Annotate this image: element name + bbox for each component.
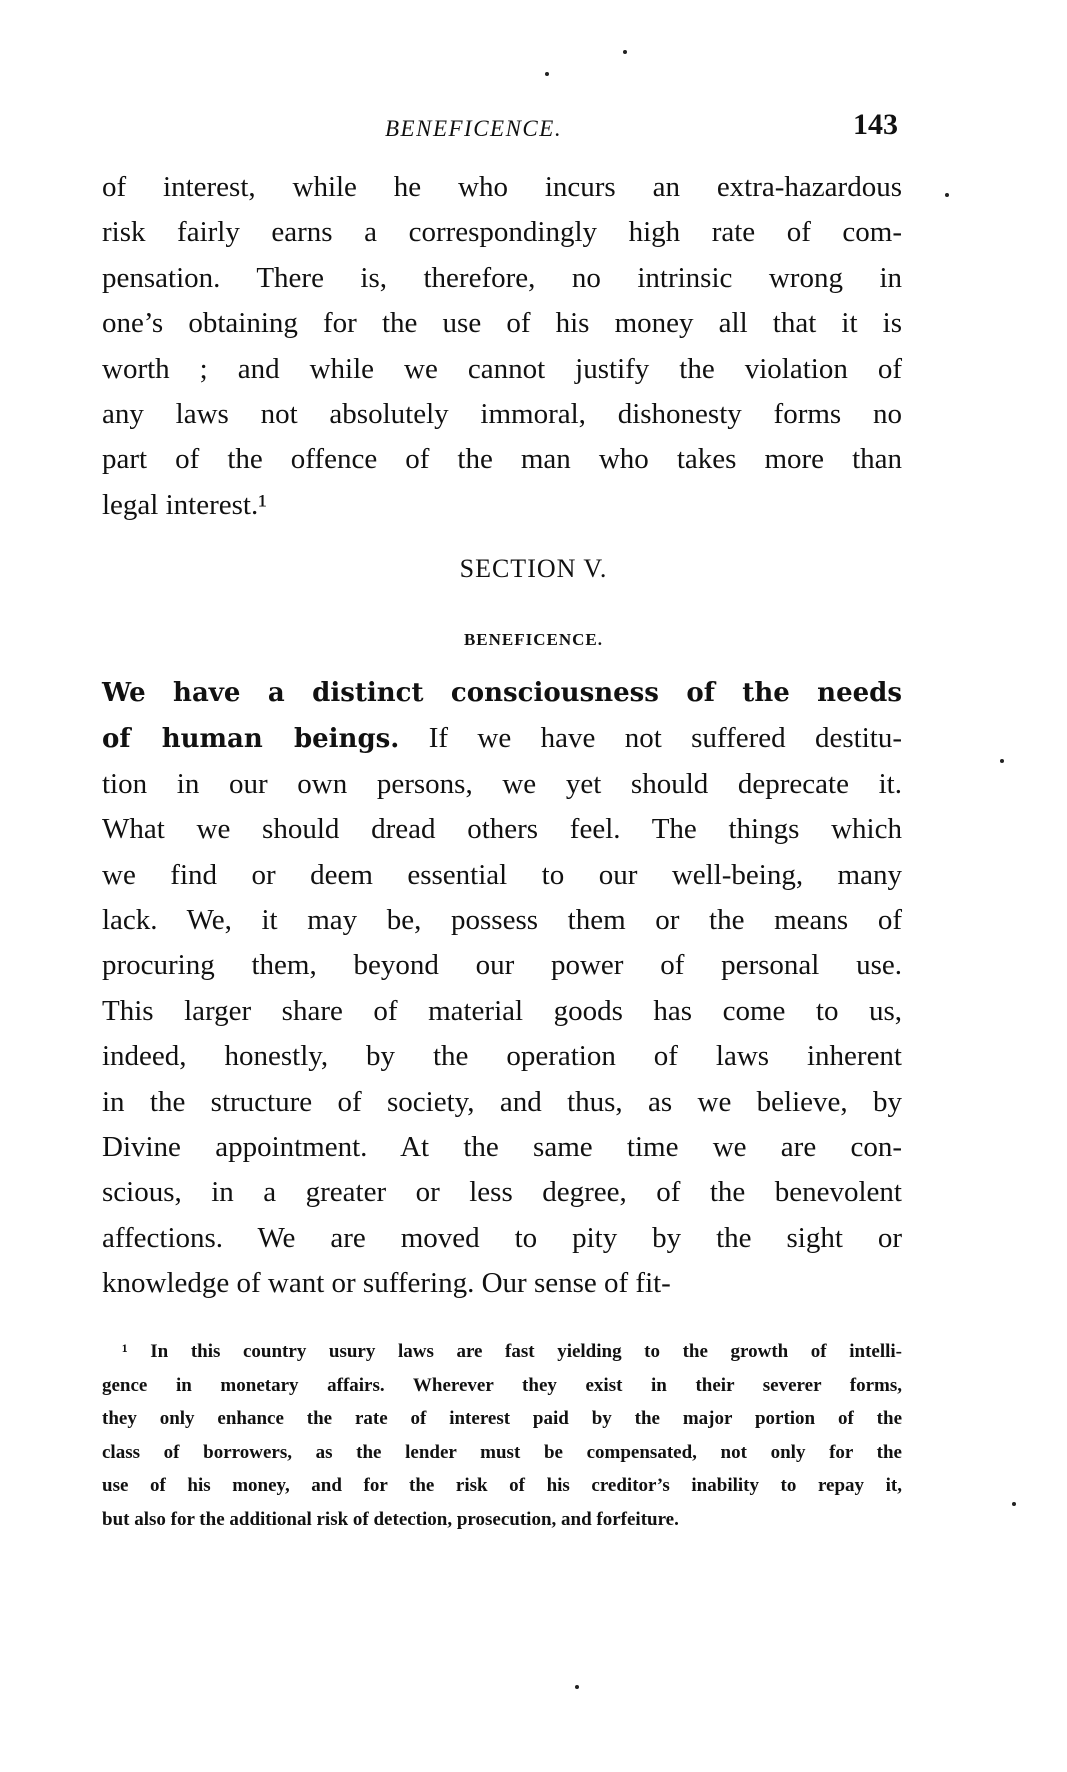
text-line: knowledge of want or suffering. Our sense of fit- bbox=[102, 1267, 671, 1300]
text-line: ¹ In this country usury laws are fast yielding to the growth of intelli- bbox=[122, 1341, 902, 1362]
text-line: scious, in a greater or less degree, of the benevolent bbox=[102, 1176, 902, 1209]
text-line: This larger share of material goods has come to us, bbox=[102, 994, 902, 1027]
page-number: 143 bbox=[853, 108, 898, 141]
text-line: Divine appointment. At the same time we are con- bbox=[102, 1130, 902, 1163]
text-line: We have a distinct consciousness of the needs bbox=[102, 678, 902, 708]
running-header bbox=[0, 108, 1067, 148]
speck bbox=[1000, 759, 1004, 763]
text-line: indeed, honestly, by the operation of laws inherent bbox=[102, 1040, 902, 1073]
text-line: we find or deem essential to our well-being, many bbox=[102, 858, 902, 891]
footnote bbox=[102, 1335, 902, 1536]
text-line: lack. We, it may be, possess them or the means of bbox=[102, 903, 902, 936]
text-line: class of borrowers, as the lender must be compensated, not only for the bbox=[102, 1441, 902, 1463]
text-line: of interest, while he who incurs an extra-hazardous bbox=[102, 171, 902, 203]
text-line: use of his money, and for the risk of his creditor’s inability to repay it, bbox=[102, 1475, 902, 1496]
section-title: BENEFICENCE. bbox=[463, 630, 604, 649]
continued-paragraph bbox=[102, 165, 902, 528]
speck bbox=[1012, 1502, 1016, 1506]
text-line: they only enhance the rate of interest paid by the major portion of the bbox=[102, 1408, 902, 1429]
text-line: tion in our own persons, we yet should deprecate it. bbox=[102, 767, 902, 800]
text-line: one’s obtaining for the use of his money all that it is bbox=[102, 307, 902, 340]
text-line: of human beings. If we have not suffered destitu- bbox=[102, 722, 902, 755]
text-line: gence in monetary affairs. Wherever they exist in their severer forms, bbox=[102, 1374, 902, 1396]
text-line: legal interest.¹ bbox=[102, 488, 267, 521]
text-line: risk fairly earns a correspondingly high rate of com- bbox=[102, 216, 902, 249]
text-line: in the structure of society, and thus, as we believe, by bbox=[102, 1085, 902, 1118]
text-line: any laws not absolutely immoral, dishonesty forms no bbox=[102, 397, 902, 430]
text-line: procuring them, beyond our power of personal use. bbox=[102, 949, 902, 982]
text-line: but also for the additional risk of detection, prosecution, and forfeiture. bbox=[102, 1508, 679, 1530]
speck bbox=[545, 72, 549, 76]
text-line: What we should dread others feel. The things which bbox=[102, 813, 902, 846]
text-line: pensation. There is, therefore, no intrinsic wrong in bbox=[102, 261, 902, 294]
section-number: SECTION V. bbox=[459, 554, 608, 583]
bold-lead-in: of human beings. bbox=[102, 724, 400, 755]
speck bbox=[623, 50, 627, 54]
running-title: BENEFICENCE. bbox=[385, 116, 563, 141]
speck bbox=[575, 1685, 579, 1689]
text-line: worth ; and while we cannot justify the violation of bbox=[102, 352, 902, 385]
text-line: part of the offence of the man who takes more than bbox=[102, 443, 902, 476]
section-paragraph bbox=[102, 671, 902, 1306]
text-line: affections. We are moved to pity by the sight or bbox=[102, 1221, 902, 1254]
speck bbox=[945, 193, 949, 197]
